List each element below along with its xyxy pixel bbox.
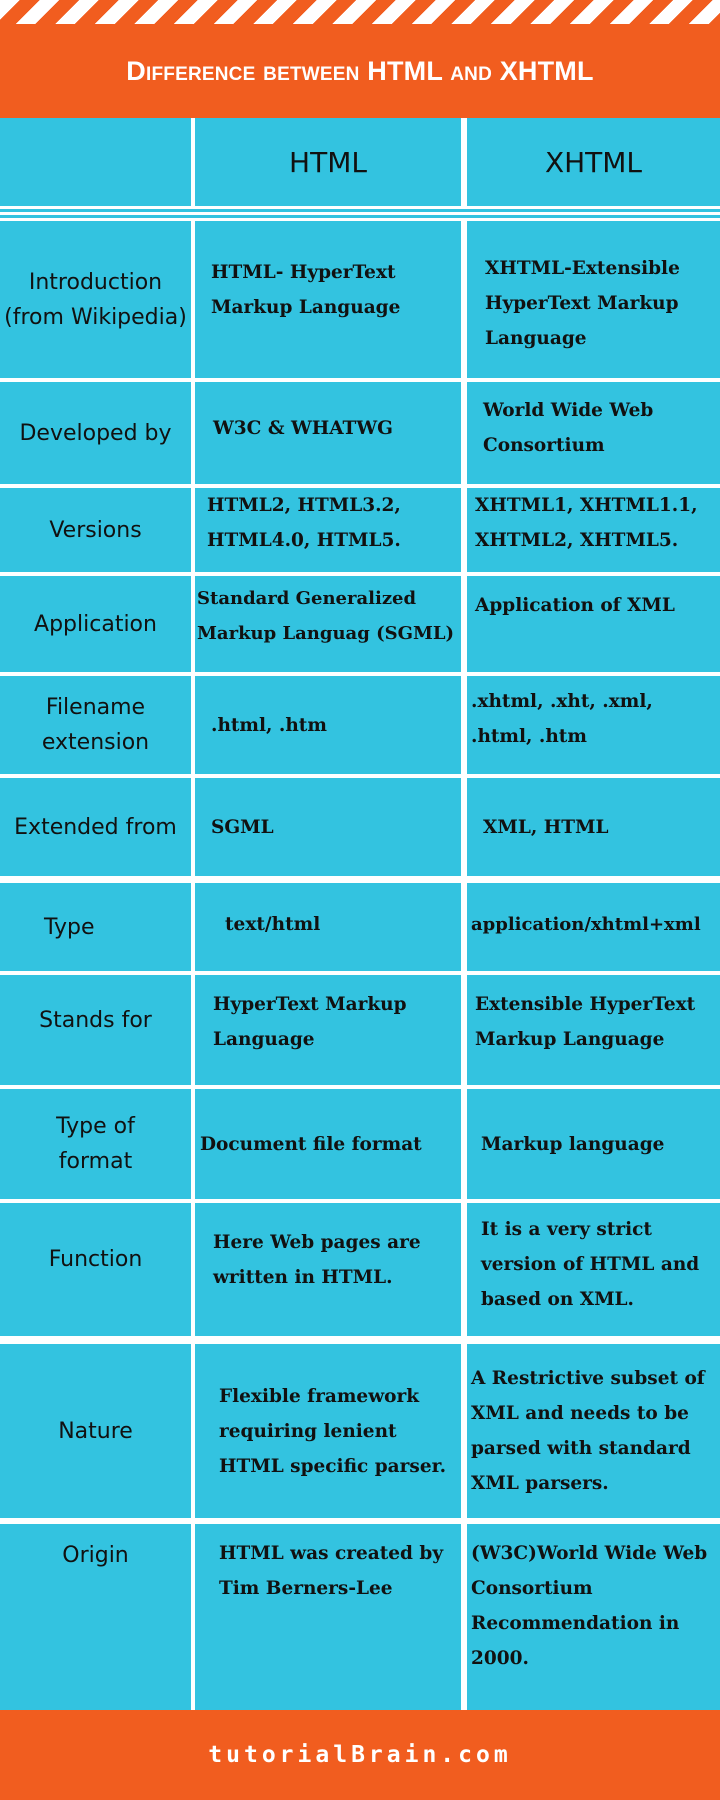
row-label-cell	[0, 1203, 191, 1336]
html-cell	[195, 1344, 461, 1518]
title-banner	[0, 24, 720, 118]
html-cell	[195, 221, 461, 378]
xhtml-cell	[467, 488, 720, 572]
html-value: Standard Generalized Markup Languag (SGML)	[197, 588, 455, 644]
table-row	[0, 221, 720, 378]
table-row	[0, 778, 720, 876]
html-value: Flexible framework requiring lenient HTML specific parser.	[219, 1385, 447, 1477]
footer-brand: tutorialBrain.com	[208, 1742, 512, 1768]
html-cell	[195, 382, 461, 484]
xhtml-value: Application of XML	[475, 595, 675, 616]
comparison-table	[0, 118, 720, 1710]
html-cell	[195, 676, 461, 774]
table-row	[0, 488, 720, 572]
html-value: Here Web pages are written in HTML.	[213, 1231, 421, 1288]
html-value: W3C & WHATWG	[213, 417, 393, 439]
xhtml-value: XML, HTML	[483, 816, 609, 838]
table-row	[0, 1203, 720, 1336]
row-label: Filename extension	[41, 695, 150, 755]
table-row	[0, 1524, 720, 1710]
row-label-cell	[0, 778, 191, 876]
row-label-cell	[0, 975, 191, 1085]
xhtml-value: (W3C)World Wide Web Consortium Recommendation in 2000.	[471, 1543, 708, 1669]
xhtml-cell	[467, 1089, 720, 1199]
row-label: Versions	[49, 517, 142, 543]
xhtml-cell	[467, 883, 720, 971]
row-label: Type of format	[56, 1114, 135, 1174]
header-cell-blank	[0, 118, 191, 206]
xhtml-cell	[467, 576, 720, 672]
html-value: .html, .htm	[211, 714, 327, 736]
html-value: HTML was created by Tim Berners-Lee	[219, 1543, 444, 1599]
html-cell	[195, 576, 461, 672]
row-label: Introduction (from Wikipedia)	[4, 269, 187, 330]
html-cell	[195, 488, 461, 572]
html-value: HyperText Markup Language	[213, 994, 407, 1050]
table-row	[0, 382, 720, 484]
xhtml-value: .xhtml, .xht, .xml, .html, .htm	[471, 691, 653, 747]
row-label: Origin	[62, 1543, 129, 1568]
xhtml-cell	[467, 382, 720, 484]
html-value: HTML2, HTML3.2, HTML4.0, HTML5.	[207, 495, 401, 551]
header-cell-xhtml	[467, 118, 720, 206]
row-label: Nature	[58, 1418, 133, 1444]
xhtml-value: Extensible HyperText Markup Language	[475, 994, 696, 1050]
html-value: HTML- HyperText Markup Language	[211, 261, 401, 318]
row-label: Stands for	[39, 1007, 152, 1033]
table-row	[0, 1089, 720, 1199]
xhtml-value: XHTML-Extensible HyperText Markup Language	[485, 258, 680, 349]
row-label-cell	[0, 676, 191, 774]
xhtml-cell	[467, 1524, 720, 1710]
html-value: text/html	[225, 913, 321, 935]
table-row	[0, 1344, 720, 1518]
row-label-cell	[0, 488, 191, 572]
html-value: SGML	[211, 816, 274, 838]
page-title: Difference between HTML and XHTML	[126, 55, 594, 86]
top-stripe-band	[0, 0, 720, 24]
xhtml-cell	[467, 975, 720, 1085]
xhtml-cell	[467, 221, 720, 378]
table-row	[0, 676, 720, 774]
row-label-cell	[0, 1089, 191, 1199]
xhtml-value: It is a very strict version of HTML and based on XML.	[481, 1219, 700, 1310]
xhtml-value: A Restrictive subset of XML and needs to be parsed with standard XML parsers.	[471, 1368, 705, 1494]
html-cell	[195, 1203, 461, 1336]
row-label-cell	[0, 1344, 191, 1518]
html-cell	[195, 778, 461, 876]
row-label-cell	[0, 1524, 191, 1710]
xhtml-cell	[467, 1344, 720, 1518]
header-label-xhtml: XHTML	[544, 145, 643, 179]
row-label-cell	[0, 883, 191, 971]
table-row	[0, 883, 720, 971]
html-cell	[195, 1524, 461, 1710]
row-label: Type	[44, 914, 95, 940]
row-label-cell	[0, 221, 191, 378]
footer-banner	[0, 1710, 720, 1800]
xhtml-value: Markup language	[481, 1133, 665, 1155]
html-value: Document file format	[200, 1133, 422, 1155]
row-label: Extended from	[14, 814, 177, 840]
header-label-html: HTML	[289, 145, 367, 179]
table-row	[0, 576, 720, 672]
row-label: Developed by	[19, 420, 172, 446]
header-cell-html	[195, 118, 461, 206]
row-label: Function	[48, 1247, 143, 1272]
xhtml-value: application/xhtml+xml	[471, 913, 701, 935]
xhtml-value: XHTML1, XHTML1.1, XHTML2, XHTML5.	[475, 495, 698, 551]
html-cell	[195, 883, 461, 971]
xhtml-cell	[467, 778, 720, 876]
row-label: Application	[34, 611, 157, 637]
header-divider	[0, 206, 720, 221]
table-header-row	[0, 118, 720, 206]
xhtml-cell	[467, 1203, 720, 1336]
html-cell	[195, 975, 461, 1085]
xhtml-value: World Wide Web Consortium	[483, 400, 654, 456]
xhtml-cell	[467, 676, 720, 774]
html-cell	[195, 1089, 461, 1199]
table-row	[0, 975, 720, 1085]
row-label-cell	[0, 576, 191, 672]
row-label-cell	[0, 382, 191, 484]
